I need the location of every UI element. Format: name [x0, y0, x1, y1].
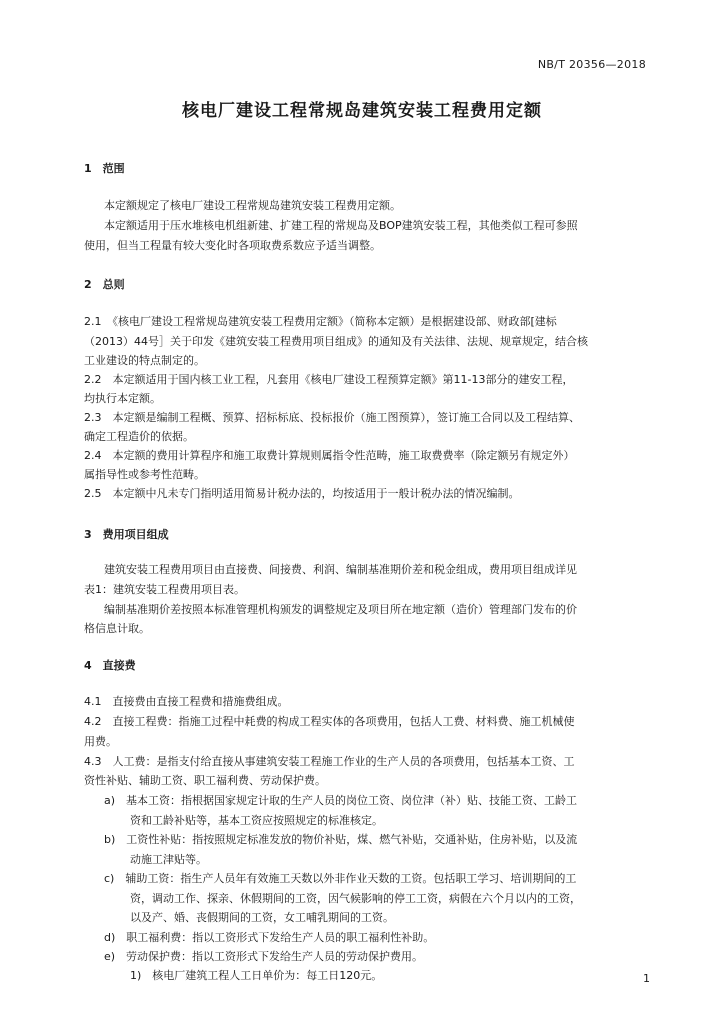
list-item: b) 工资性补贴：指按照规定标准发放的物价补贴，煤、燃气补贴，交通补贴，住房补贴，以及流	[104, 833, 578, 846]
paragraph-line: 表1：建筑安装工程费用项目表。	[84, 583, 245, 596]
paragraph-line: 2.5 本定额中凡未专门指明适用简易计税办法的，均按适用于一般计税办法的情况编制。	[84, 487, 520, 500]
list-item: c) 辅助工资：指生产人员年有效施工天数以外非作业天数的工资。包括职工学习、培训期间的工	[104, 872, 577, 885]
paragraph-line: （2013）44号］关于印发《建筑安装工程费用项目组成》的通知及有关法律、法规、规章规定，结合核	[84, 335, 588, 348]
paragraph-line: 确定工程造价的依据。	[84, 430, 194, 443]
list-item-continued: 资，调动工作、探亲、休假期间的工资，因气候影响的停工工资，病假在六个月以内的工资，	[130, 892, 581, 905]
paragraph-line: 2.2 本定额适用于国内核工业工程，凡套用《核电厂建设工程预算定额》第11-13部分的建安工程，	[84, 373, 574, 386]
list-item-continued: 以及产、婚、丧假期间的工资，女工哺乳期间的工资。	[130, 911, 394, 924]
paragraph-line: 4.3 人工费：是指支付给直接从事建筑安装工程施工作业的生产人员的各项费用，包括基本工资、工	[84, 755, 575, 768]
paragraph-line: 属指导性或参考性范畴。	[84, 468, 205, 481]
paragraph-line: 2.3 本定额是编制工程概、预算、招标标底、投标报价（施工图预算），签订施工合同以及工程结算、	[84, 411, 580, 424]
list-item: a) 基本工资：指根据国家规定计取的生产人员的岗位工资、岗位津（补）贴、技能工资、工龄工	[104, 794, 578, 807]
paragraph-line: 4.1 直接费由直接工程费和措施费组成。	[84, 695, 289, 708]
paragraph-line: 2.4 本定额的费用计算程序和施工取费计算规则属指令性范畴，施工取费费率（除定额另有规定外）	[84, 449, 575, 462]
paragraph-line: 使用，但当工程量有较大变化时各项取费系数应予适当调整。	[84, 239, 381, 252]
document-title: 核电厂建设工程常规岛建筑安装工程费用定额	[182, 101, 542, 121]
section-heading: 1 范围	[84, 162, 125, 175]
sub-list-item: 1) 核电厂建筑工程人工日单价为：每工日120元。	[130, 969, 383, 982]
paragraph-line: 均执行本定额。	[84, 392, 161, 405]
section-heading: 4 直接费	[84, 659, 136, 672]
page-number: 1	[643, 972, 650, 985]
standard-code: NB/T 20356—2018	[537, 58, 646, 71]
list-item: d) 职工福利费：指以工资形式下发给生产人员的职工福利性补助。	[104, 931, 435, 944]
paragraph-line: 2.1 《核电厂建设工程常规岛建筑安装工程费用定额》（简称本定额）是根据建设部、财政部[建标	[84, 315, 557, 328]
paragraph-line: 用费。	[84, 735, 117, 748]
paragraph-line: 本定额规定了核电厂建设工程常规岛建筑安装工程费用定额。	[104, 199, 401, 212]
paragraph-line: 格信息计取。	[84, 622, 150, 635]
section-heading: 3 费用项目组成	[84, 528, 169, 541]
paragraph-line: 本定额适用于压水堆核电机组新建、扩建工程的常规岛及BOP建筑安装工程，其他类似工程可参照	[104, 219, 578, 232]
list-item: e) 劳动保护费：指以工资形式下发给生产人员的劳动保护费用。	[104, 950, 424, 963]
paragraph-line: 4.2 直接工程费：指施工过程中耗费的构成工程实体的各项费用，包括人工费、材料费、施工机械使	[84, 715, 575, 728]
section-heading: 2 总则	[84, 278, 125, 291]
paragraph-line: 工业建设的特点制定的。	[84, 354, 205, 367]
list-item-continued: 资和工龄补贴等，基本工资应按照规定的标准核定。	[130, 814, 383, 827]
list-item-continued: 动施工津贴等。	[130, 853, 207, 866]
paragraph-line: 建筑安装工程费用项目由直接费、间接费、利润、编制基准期价差和税金组成，费用项目组成详见	[104, 563, 577, 576]
paragraph-line: 资性补贴、辅助工资、职工福利费、劳动保护费。	[84, 774, 326, 787]
paragraph-line: 编制基准期价差按照本标准管理机构颁发的调整规定及项目所在地定额（造价）管理部门发布的价	[104, 603, 577, 616]
